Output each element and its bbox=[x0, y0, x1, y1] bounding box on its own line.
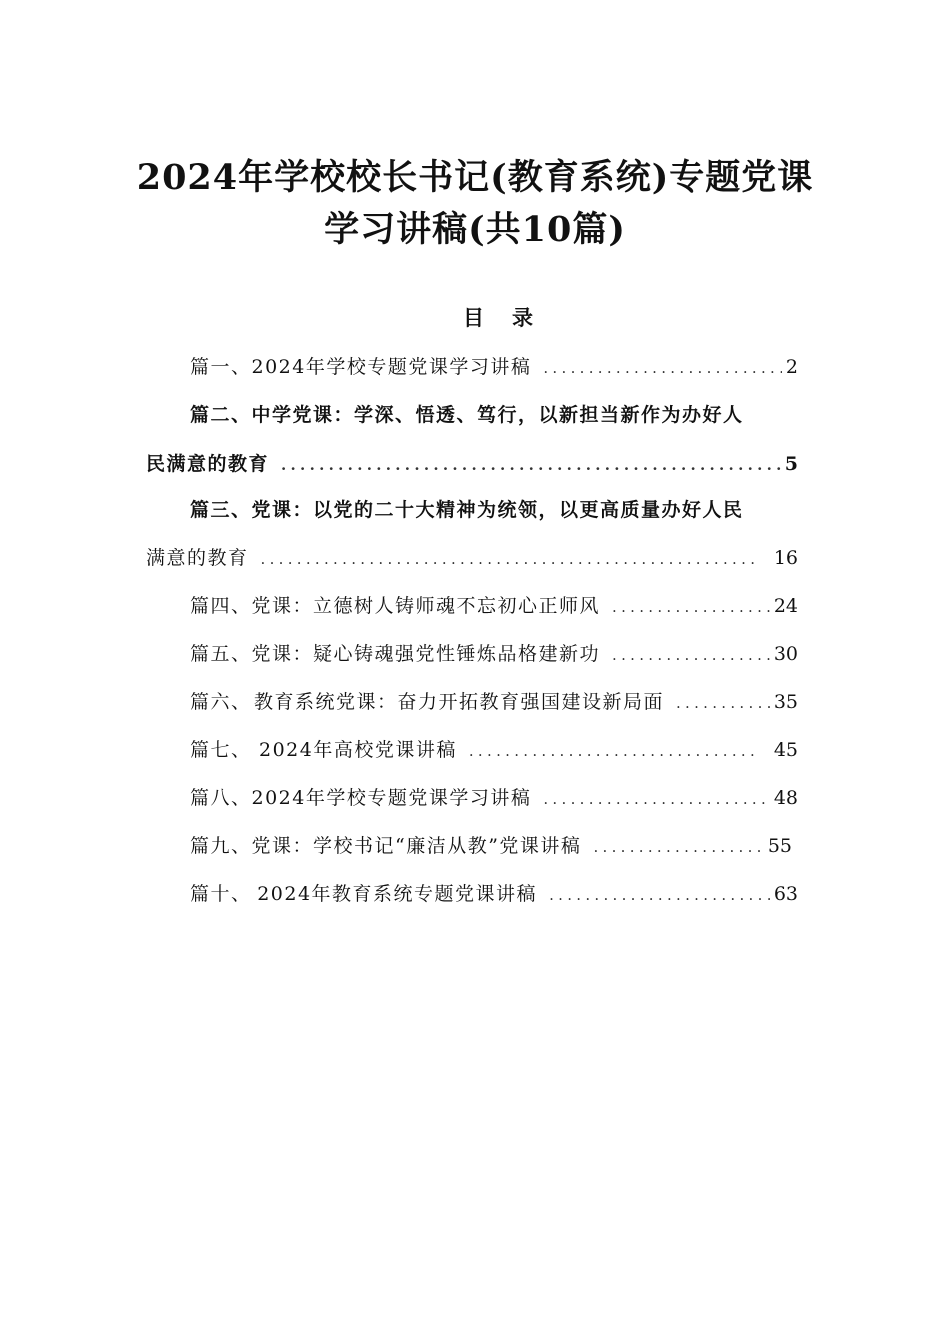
toc-entry-9[interactable] bbox=[190, 831, 798, 858]
toc-entry-title: 民满意的教育 bbox=[146, 453, 270, 475]
toc-entry-prefix: 篇六、 bbox=[190, 691, 252, 713]
toc-entry-page: 48 bbox=[773, 787, 798, 809]
toc-entry-page: 24 bbox=[773, 595, 798, 617]
dot-leader bbox=[543, 790, 769, 808]
toc-entry-prefix: 篇七、 bbox=[190, 739, 252, 761]
dot-leader bbox=[281, 456, 781, 474]
toc-entry-page: 63 bbox=[773, 883, 798, 905]
toc-entry-title: 篇九、党课：学校书记“廉洁从教”党课讲稿 bbox=[190, 835, 582, 857]
toc-entry-7[interactable] bbox=[190, 735, 798, 762]
dot-leader bbox=[261, 550, 760, 568]
document-title-line-2: 学习讲稿(共10篇) bbox=[324, 209, 626, 250]
toc-entry-title: 篇五、党课：疑心铸魂强党性锤炼品格建新功 bbox=[190, 643, 601, 665]
toc-heading-char-2: 录 bbox=[512, 305, 535, 330]
toc-entry-page: 2 bbox=[785, 356, 798, 378]
toc-heading-char-1: 目 bbox=[463, 305, 486, 330]
toc-entry-5[interactable] bbox=[190, 639, 798, 666]
toc-entry-page: 16 bbox=[773, 547, 798, 569]
toc-entry-page: 55 bbox=[767, 835, 792, 857]
toc-entry-page: 5 bbox=[784, 453, 798, 475]
toc-entry-prefix: 篇十、 bbox=[190, 883, 252, 905]
toc-entry-title: 2024年教育系统专题党课讲稿 bbox=[257, 883, 538, 905]
toc-entry-title: 篇四、党课：立德树人铸师魂不忘初心正师风 bbox=[190, 595, 601, 617]
toc-entry-8[interactable] bbox=[190, 783, 798, 810]
toc-entry-page: 35 bbox=[773, 691, 798, 713]
toc-entry-title: 篇八、2024年学校专题党课学习讲稿 bbox=[190, 787, 532, 809]
toc-entry-page: 30 bbox=[773, 643, 798, 665]
toc-entry-title: 2024年高校党课讲稿 bbox=[259, 739, 457, 761]
toc-entry-3-first-line[interactable]: 篇三、党课：以党的二十大精神为统领，以更高质量办好人民 bbox=[190, 499, 744, 521]
toc-entry-6[interactable] bbox=[190, 687, 798, 714]
toc-entry-1[interactable] bbox=[190, 352, 798, 379]
toc-entry-3[interactable] bbox=[146, 543, 798, 570]
dot-leader bbox=[593, 838, 763, 856]
dot-leader bbox=[549, 886, 770, 904]
dot-leader bbox=[612, 598, 770, 616]
dot-leader bbox=[612, 646, 770, 664]
document-title-line-1: 2024年学校校长书记(教育系统)专题党课 bbox=[136, 157, 814, 198]
toc-entry-10[interactable] bbox=[190, 879, 798, 906]
toc-heading bbox=[0, 302, 950, 332]
toc-entry-2[interactable] bbox=[146, 449, 798, 476]
toc-entry-title: 篇一、2024年学校专题党课学习讲稿 bbox=[190, 356, 532, 378]
toc-entry-2-first-line[interactable]: 篇二、中学党课：学深、悟透、笃行，以新担当新作为办好人 bbox=[190, 404, 744, 426]
toc-entry-title: 满意的教育 bbox=[146, 547, 249, 569]
dot-leader bbox=[469, 742, 760, 760]
toc-entry-title: 教育系统党课：奋力开拓教育强国建设新局面 bbox=[253, 691, 664, 713]
toc-entry-4[interactable] bbox=[190, 591, 798, 618]
toc-entry-page: 45 bbox=[773, 739, 798, 761]
dot-leader bbox=[676, 694, 770, 712]
dot-leader bbox=[543, 359, 782, 377]
